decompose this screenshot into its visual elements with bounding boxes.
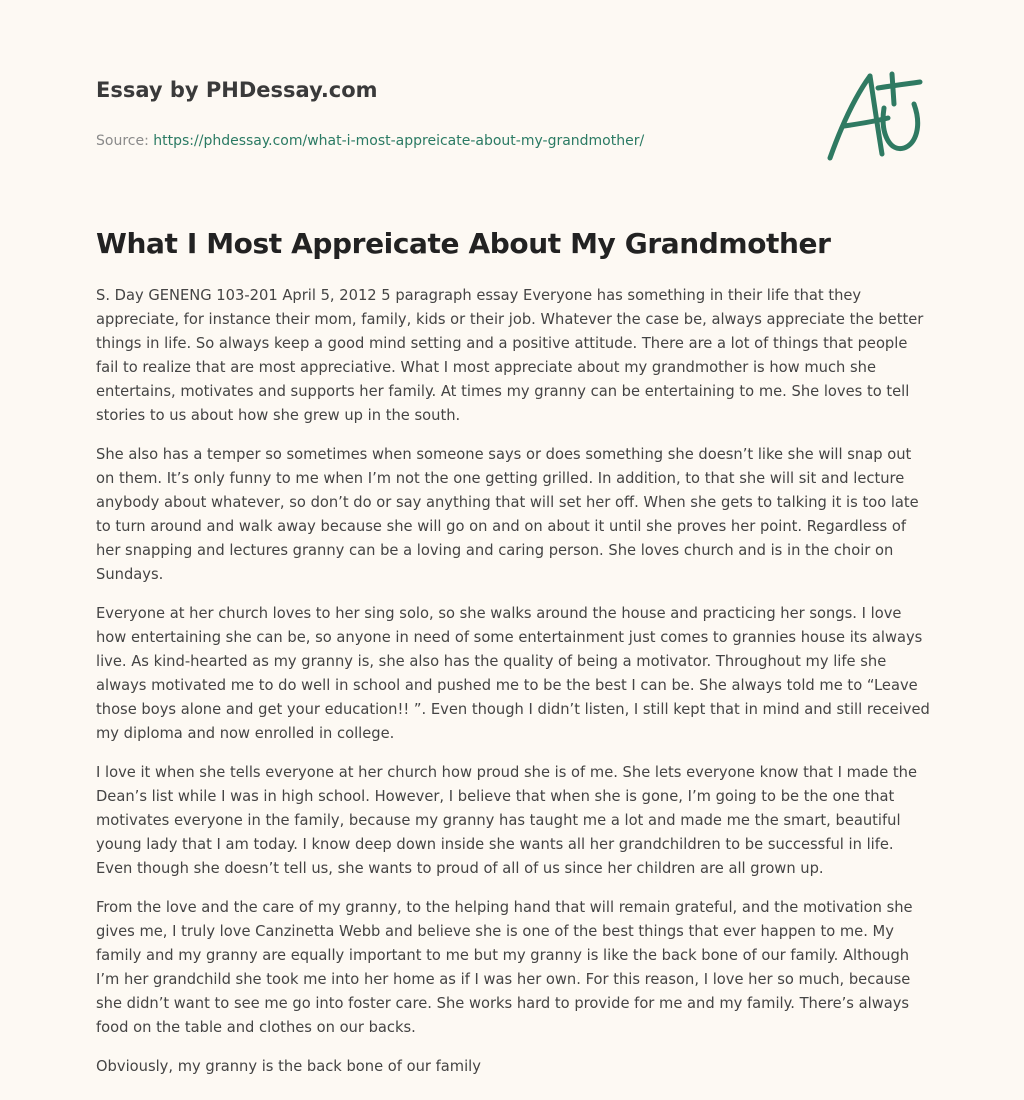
essay-paragraph-4: I love it when she tells everyone at her church how proud she is of me. She lets everyone know that I made the Dean’s list while I was in high school. However, I believe that when she is gone, I’m going to be the one that motivates everyone in the family, because my granny has taught me a lot and made me the smart, beautiful young lady that I am today. I know deep down inside she wants all her grandchildren to be successful in life. Even though she doesn’t tell us, she wants to proud of all of us since her children are all grown up. (96, 764, 918, 877)
essay-paragraph-6: Obviously, my granny is the back bone of our family (96, 1058, 481, 1075)
site-brand: Essay by PHDessay.com (96, 78, 378, 102)
source-label: Source: (96, 133, 149, 149)
essay-paragraph-1: S. Day GENENG 103-201 April 5, 2012 5 paragraph essay Everyone has something in their life that they appreciate, for instance their mom, family, kids or their job. Whatever the case be, always appreciate the better things in life. So always keep a good mind setting and a positive attitude. There are a lot of things that people fail to realize that are most appreciative. What I most appreciate about my grandmother is how much she entertains, motivates and supports her family. At times my granny can be entertaining to me. She loves to tell stories to us about how she grew up in the south. (96, 287, 924, 424)
essay-body (96, 284, 934, 1094)
page-header (96, 76, 836, 150)
source-link[interactable]: https://phdessay.com/what-i-most-appreicate-about-my-grandmother/ (153, 133, 645, 149)
source-line (96, 132, 836, 150)
a-plus-logo-icon (818, 64, 930, 168)
essay-paragraph-5: From the love and the care of my granny, to the helping hand that will remain grateful, and the motivation she gives me, I truly love Canzinetta Webb and believe she is one of the best things that ever happen to me. My family and my granny are equally important to me but my granny is like the back bone of our family. Although I’m her grandchild she took me into her home as if I was her own. For this reason, I love her so much, because she didn’t want to see me go into foster care. She works hard to provide for me and my family. There’s always food on the table and clothes on our backs. (96, 899, 913, 1036)
essay-title: What I Most Appreicate About My Grandmother (96, 227, 831, 260)
essay-paragraph-2: She also has a temper so sometimes when someone says or does something she doesn’t like she will snap out on them. It’s only funny to me when I’m not the one getting grilled. In addition, to that she will sit and lecture anybody about whatever, so don’t do or say anything that will set her off. When she gets to talking it is too late to turn around and walk away because she will go on and on about it until she proves her point. Regardless of her snapping and lectures granny can be a loving and caring person. She loves church and is in the choir on Sundays. (96, 446, 919, 583)
essay-paragraph-3: Everyone at her church loves to her sing solo, so she walks around the house and practicing her songs. I love how entertaining she can be, so anyone in need of some entertainment just comes to grannies house its always live. As kind-hearted as my granny is, she also has the quality of being a motivator. Throughout my life she always motivated me to do well in school and pushed me to be the best I can be. She always told me to “Leave those boys alone and get your education!! ”. Even though I didn’t listen, I still kept that in mind and still received my diploma and now enrolled in college. (96, 605, 930, 742)
